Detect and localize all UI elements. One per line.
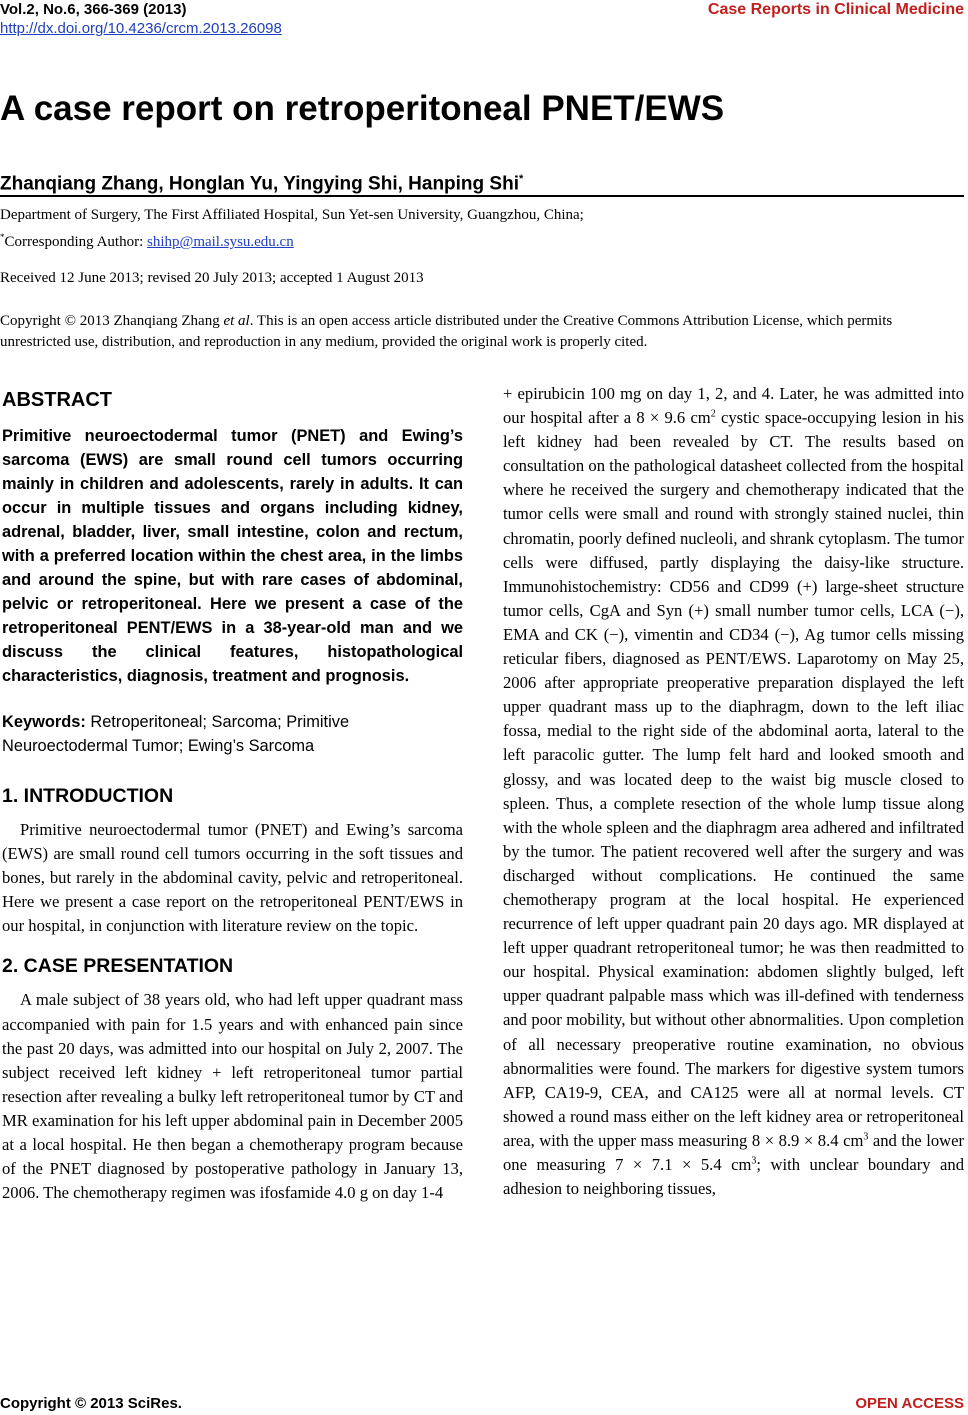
abstract-heading: ABSTRACT [2,389,112,411]
left-column [2,386,463,1205]
right-column [503,382,964,1201]
keywords-text: Retroperitoneal; Sarcoma; Primitive Neuroectodermal Tumor; Ewing’s Sarcoma [2,713,350,755]
copyright-notice [0,311,964,353]
author-list [0,166,523,197]
volume-info: Vol.2, No.6, 366-369 (2013) [0,1,187,18]
case-paragraph-continued [503,382,964,1201]
copyright-etal: et al [223,313,250,329]
keywords-label: Keywords: [2,713,91,731]
corresponding-author [0,227,294,253]
author-names: Zhanqiang Zhang, Honglan Yu, Yingying Shi, Hanping Shi [0,173,519,195]
case-text-part1: + epirubicin 100 mg on day 1, 2, and 4. Later, he was admitted into our hospital after a 8 × 9.6 cm [503,384,964,428]
doi-link[interactable]: http://dx.doi.org/10.4236/crcm.2013.26098 [0,20,282,37]
author-mark: * [518,173,524,185]
affiliation: Department of Surgery, The First Affiliated Hospital, Sun Yet-sen University, Guangzhou, China; [0,207,584,223]
copyright-after: . This is an open access article distributed under the Creative Commons Attribution License, which permits unrestricted use, distribution, and reproduction in any medium, provided the original work is properly cited. [0,313,893,350]
article-title: A case report on retroperitoneal PNET/EWS [0,89,725,128]
case-text-part4: ; with unclear boundary and adhesion to neighboring tissues, [503,1155,964,1199]
case-heading: 2. CASE PRESENTATION [2,955,234,978]
journal-name: Case Reports in Clinical Medicine [707,1,964,18]
footer-copyright: Copyright © 2013 SciRes. [0,1395,182,1412]
case-text-part3: and the lower one measuring 7 × 7.1 × 5.4 cm [503,1130,964,1174]
case-paragraph: A male subject of 38 years old, who had left upper quadrant mass accompanied with pain for 1.5 years and with enhanced pain since the past 20 days, was admitted into our hospital on July 2, 2007. The subject received left kidney + left retroperitoneal tumor partial resection after revealing a bulky left retroperitoneal tumor by CT and MR examination for his left upper abdominal pain in December 2005 at a local hospital. He then began a chemotherapy program because of the PNET diagnosed by postoperative pathology in January 13, 2006. The chemotherapy regimen was ifosfamide 4.0 g on day 1-4 [2,990,463,1203]
title-divider [0,195,964,197]
intro-heading: 1. INTRODUCTION [2,785,174,807]
superscript-1: 2 [710,408,716,420]
footer-open-access: OPEN ACCESS [855,1395,964,1412]
received-dates: Received 12 June 2013; revised 20 July 2013; accepted 1 August 2013 [0,270,424,286]
running-header-left [0,0,282,38]
corresponding-label: Corresponding Author: [4,234,147,250]
corresponding-email-link[interactable]: shihp@mail.sysu.edu.cn [147,234,294,250]
copyright-before: Copyright © 2013 Zhanqiang Zhang [0,313,224,329]
superscript-2: 3 [863,1131,869,1143]
corresponding-mark: * [0,232,5,242]
intro-paragraph: Primitive neuroectodermal tumor (PNET) and Ewing’s sarcoma (EWS) are small round cell tumors occurring in the soft tissues and bones, but rarely in the abdominal cavity, pelvic and retroperitoneal. Here we present a case report on the retroperitoneal PENT/EWS in our hospital, in conjunction with literature review on the topic. [2,820,463,936]
superscript-3: 3 [751,1155,757,1167]
case-text-part2: cystic space-occupying lesion in his left kidney had been revealed by CT. The results based on consultation on the pathological datasheet collected from the hospital where he received the surgery and chemotherapy indicated that the tumor cells were small and round with strongly stained nuclei, thin chromatin, poorly defined nucleoli, and shrank cytoplasm. The tumor cells were diffused, partly displaying the daisy-like structure. Immunohistochemistry: CD56 and CD99 (+) large-sheet structure tumor cells, CgA and Syn (+) small number tumor cells, LCA (−), EMA and CK (−), vimentin and CD34 (−), Ag tumor cells missing reticular fibers, diagnosed as PENT/EWS. Laparotomy on May 25, 2006 after appropriate preoperative preparation displayed the left upper quadrant mass up to the diaphragm, down to the left iliac fossa, medial to the right side of the abdominal aorta, lateral to the left paracolic gutter. The lump felt hard and looked smooth and glossy, and was located deep to the waist big muscle closed to spleen. Thus, a complete resection of the whole lump tissue along with the whole spleen and the diaphragm area adhered and infiltrated by the tumor. The patient recovered well after the surgery and was discharged without complications. He continued the same chemotherapy program at the local hospital. He experienced recurrence of left upper quadrant pain 20 days ago. MR displayed at left upper quadrant retroperitoneal tumor; he was then readmitted to our hospital. Physical examination: abdomen slightly bulged, left upper quadrant palpable mass which was ill-defined with tenderness and poor mobility, but without other abnormalities. Upon completion of all necessary preoperative routine examination, no obvious abnormalities were found. The markers for digestive system tumors AFP, CA19-9, CEA, and CA125 were all at normal levels. CT showed a round mass either on the left kidney area or retroperitoneal area, with the upper mass measuring 8 × 8.9 × 8.4 cm [503,408,964,1150]
keywords [2,710,463,758]
abstract-body: Primitive neuroectodermal tumor (PNET) and Ewing’s sarcoma (EWS) are small round cell tumors occurring mainly in children and adolescents, rarely in adults. It can occur in multiple tissues and organs including kidney, adrenal, bladder, liver, small intestine, colon and rectum, with a preferred location within the chest area, in the limbs and around the spine, but with rare cases of abdominal, pelvic or retroperitoneal. Here we present a case of the retroperitoneal PENT/EWS in a 38-year-old man and we discuss the clinical features, histopathological characteristics, diagnosis, treatment and prognosis. [2,427,463,685]
